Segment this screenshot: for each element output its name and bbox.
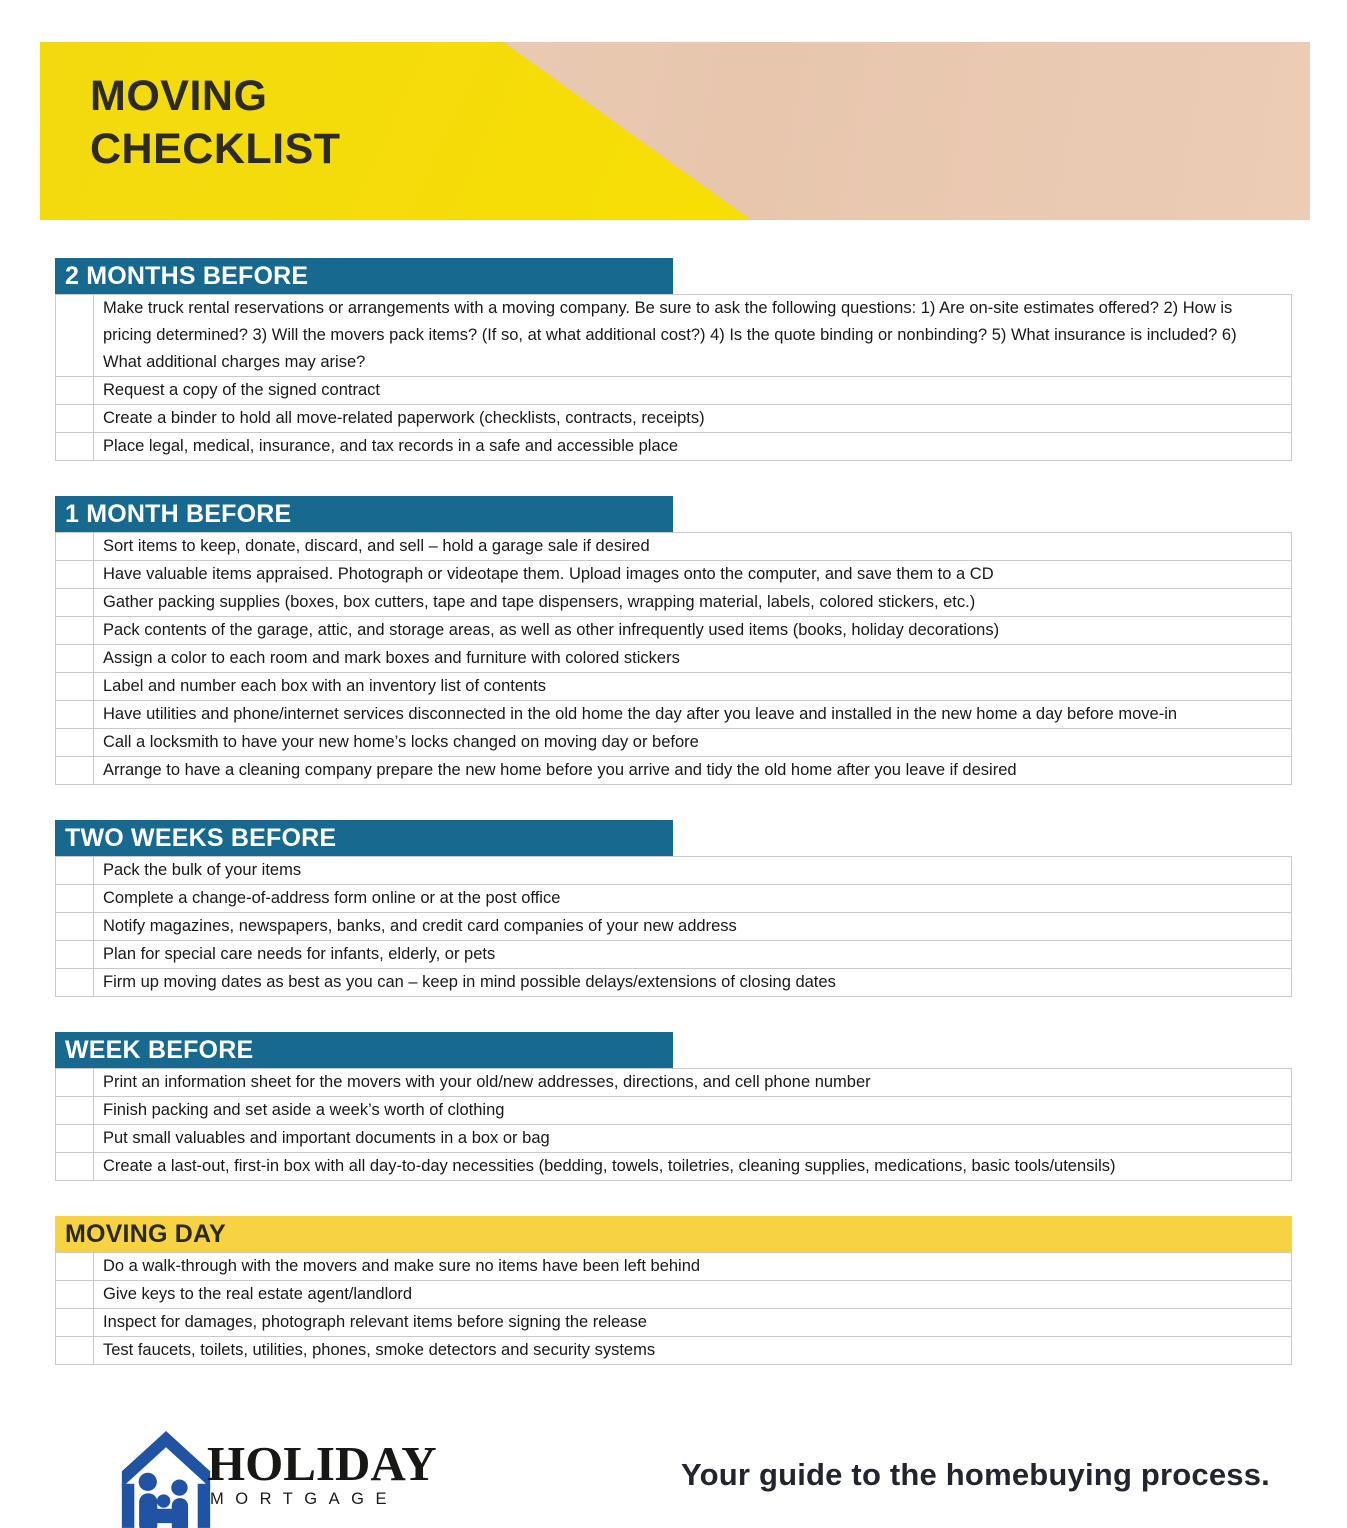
checklist-row	[56, 589, 1291, 617]
checklist-item-text: Create a binder to hold all move-related paperwork (checklists, contracts, receipts)	[103, 409, 705, 427]
tagline: Your guide to the homebuying process.	[681, 1457, 1270, 1492]
checkbox-cell[interactable]	[56, 589, 94, 616]
checklist-item-text: Make truck rental reservations or arrangements with a moving company. Be sure to ask the following questions: 1) Are on-site estimates offered? 2) How is pricing determined? 3) Will the movers pack items? (If so, at what additional cost?) 4) Is the quote binding or nonbinding? 5) What insurance is included? 6) What additional charges may arise?	[103, 299, 1237, 371]
checkbox-cell[interactable]	[56, 405, 94, 432]
checklist-section	[55, 1216, 1292, 1365]
checklist-item-text: Pack the bulk of your items	[103, 861, 302, 879]
checkbox-cell[interactable]	[56, 1253, 94, 1280]
checkbox-cell[interactable]	[56, 1097, 94, 1124]
section-header	[55, 258, 673, 294]
checkbox-cell[interactable]	[56, 645, 94, 672]
section-header	[55, 496, 673, 532]
checkbox-cell[interactable]	[56, 1337, 94, 1364]
checklist-item-text: Plan for special care needs for infants, elderly, or pets	[103, 945, 496, 963]
checklist-row	[56, 1337, 1291, 1364]
checklist-row	[56, 857, 1291, 885]
checkbox-cell[interactable]	[56, 701, 94, 728]
checklist-item-text: Request a copy of the signed contract	[103, 381, 381, 399]
checklist-row	[56, 405, 1291, 433]
checkbox-cell[interactable]	[56, 757, 94, 784]
brand-logo	[207, 1436, 437, 1509]
checklist-row	[56, 885, 1291, 913]
checklist-section	[55, 258, 1292, 461]
section-title: TWO WEEKS BEFORE	[65, 823, 337, 852]
checklist-row	[56, 913, 1291, 941]
checklist-item-text: Finish packing and set aside a week’s worth of clothing	[103, 1101, 505, 1119]
section-rows	[55, 294, 1292, 461]
checklist-section	[55, 1032, 1292, 1181]
checkbox-cell[interactable]	[56, 969, 94, 996]
checklist-item-text: Call a locksmith to have your new home’s locks changed on moving day or before	[103, 733, 699, 751]
checklist-item-text: Do a walk-through with the movers and make sure no items have been left behind	[103, 1257, 701, 1275]
checklist-row	[56, 701, 1291, 729]
checklist-row	[56, 433, 1291, 460]
checklist-item-text: Gather packing supplies (boxes, box cutters, tape and tape dispensers, wrapping material, labels, colored stickers, etc.)	[103, 593, 976, 611]
checklist-row	[56, 533, 1291, 561]
checkbox-cell[interactable]	[56, 941, 94, 968]
checklist-item-text: Test faucets, toilets, utilities, phones, smoke detectors and security systems	[103, 1341, 656, 1359]
checklist-row	[56, 1097, 1291, 1125]
checkbox-cell[interactable]	[56, 295, 94, 376]
checkbox-cell[interactable]	[56, 913, 94, 940]
footer	[0, 1415, 1347, 1528]
house-family-icon	[118, 1428, 214, 1528]
section-rows	[55, 532, 1292, 785]
checklist-item-text: Assign a color to each room and mark boxes and furniture with colored stickers	[103, 649, 680, 667]
checklist-row	[56, 1281, 1291, 1309]
checklist-row	[56, 1309, 1291, 1337]
checklist-row	[56, 1153, 1291, 1180]
checklist-row	[56, 295, 1291, 377]
section-header	[55, 820, 673, 856]
checklist-row	[56, 561, 1291, 589]
page-title-line1: MOVING	[90, 72, 268, 120]
checklist-item-text: Label and number each box with an inventory list of contents	[103, 677, 547, 695]
checklist-item-text: Give keys to the real estate agent/landlord	[103, 1285, 413, 1303]
checklist-item-text: Place legal, medical, insurance, and tax records in a safe and accessible place	[103, 437, 679, 455]
checklist-item-text: Notify magazines, newspapers, banks, and credit card companies of your new address	[103, 917, 737, 935]
checklist-item-text: Sort items to keep, donate, discard, and sell – hold a garage sale if desired	[103, 537, 650, 555]
checklist-row	[56, 617, 1291, 645]
checklist-item-text: Complete a change-of-address form online or at the post office	[103, 889, 561, 907]
section-title: MOVING DAY	[65, 1219, 226, 1248]
checkbox-cell[interactable]	[56, 673, 94, 700]
section-rows	[55, 1252, 1292, 1365]
checklist-row	[56, 729, 1291, 757]
checkbox-cell[interactable]	[56, 1309, 94, 1336]
checklist-row	[56, 645, 1291, 673]
brand-name: HOLIDAY	[207, 1436, 437, 1491]
checklist-row	[56, 1253, 1291, 1281]
section-title: 1 MONTH BEFORE	[65, 499, 292, 528]
brand-subname: MORTGAGE	[210, 1490, 398, 1508]
checklist-item-text: Have utilities and phone/internet services disconnected in the old home the day after you leave and installed in the new home a day before move-in	[103, 705, 1178, 723]
section-header	[55, 1216, 1292, 1252]
checkbox-cell[interactable]	[56, 377, 94, 404]
checklist	[55, 258, 1292, 1400]
checkbox-cell[interactable]	[56, 533, 94, 560]
section-rows	[55, 1068, 1292, 1181]
checklist-section	[55, 820, 1292, 997]
checklist-item-text: Create a last-out, first-in box with all day-to-day necessities (bedding, towels, toiletries, cleaning supplies, medications, basic tools/utensils)	[103, 1157, 1116, 1175]
checklist-row	[56, 673, 1291, 701]
checklist-item-text: Pack contents of the garage, attic, and storage areas, as well as other infrequently used items (books, holiday decorations)	[103, 621, 1000, 639]
checkbox-cell[interactable]	[56, 1069, 94, 1096]
checkbox-cell[interactable]	[56, 729, 94, 756]
section-rows	[55, 856, 1292, 997]
checkbox-cell[interactable]	[56, 1125, 94, 1152]
checklist-section	[55, 496, 1292, 785]
checklist-row	[56, 757, 1291, 784]
checklist-row	[56, 941, 1291, 969]
checkbox-cell[interactable]	[56, 433, 94, 460]
checkbox-cell[interactable]	[56, 885, 94, 912]
checklist-item-text: Have valuable items appraised. Photograph or videotape them. Upload images onto the computer, and save them to a CD	[103, 565, 994, 583]
checklist-row	[56, 1069, 1291, 1097]
section-title: 2 MONTHS BEFORE	[65, 261, 309, 290]
checklist-row	[56, 1125, 1291, 1153]
section-title: WEEK BEFORE	[65, 1035, 254, 1064]
checkbox-cell[interactable]	[56, 1281, 94, 1308]
checkbox-cell[interactable]	[56, 857, 94, 884]
checklist-row	[56, 969, 1291, 996]
header-banner	[40, 42, 1310, 220]
checklist-item-text: Inspect for damages, photograph relevant items before signing the release	[103, 1313, 647, 1331]
page-title	[90, 70, 341, 176]
checklist-item-text: Arrange to have a cleaning company prepare the new home before you arrive and tidy the old home after you leave if desired	[103, 761, 1017, 779]
checklist-item-text: Print an information sheet for the movers with your old/new addresses, directions, and cell phone number	[103, 1073, 871, 1091]
section-header	[55, 1032, 673, 1068]
checkbox-cell[interactable]	[56, 617, 94, 644]
checklist-row	[56, 377, 1291, 405]
checkbox-cell[interactable]	[56, 561, 94, 588]
checkbox-cell[interactable]	[56, 1153, 94, 1180]
checklist-item-text: Firm up moving dates as best as you can – keep in mind possible delays/extensions of closing dates	[103, 973, 836, 991]
page-title-line2: CHECKLIST	[90, 125, 341, 173]
checklist-item-text: Put small valuables and important documents in a box or bag	[103, 1129, 550, 1147]
